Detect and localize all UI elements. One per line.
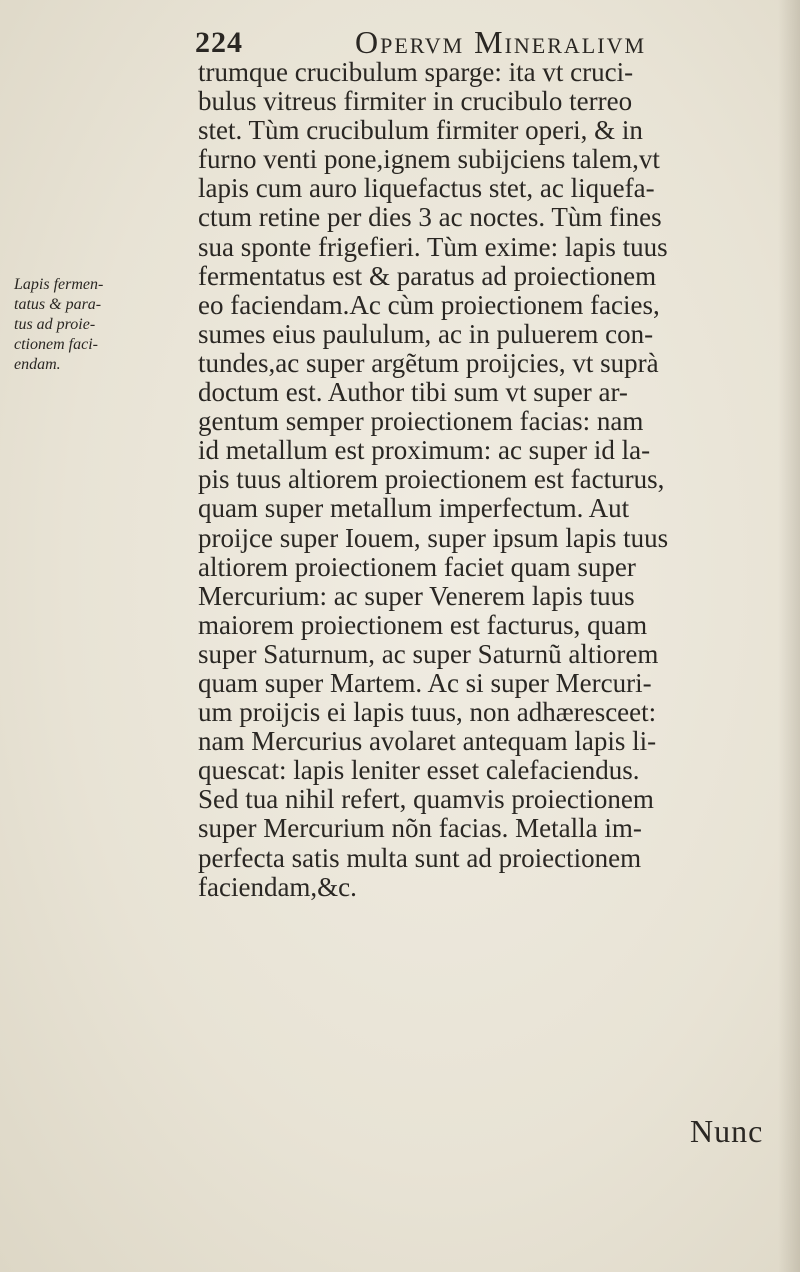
text-line: tundes,ac super argẽtum proijcies, vt suprà bbox=[198, 348, 659, 378]
marginal-note-line: tatus & para- bbox=[14, 296, 102, 313]
text-line: lapis cum auro liquefactus stet, ac liquefa- bbox=[198, 174, 655, 204]
text-line: doctum est. Author tibi sum vt super ar- bbox=[198, 378, 628, 408]
text-line: bulus vitreus firmiter in crucibulo terreo bbox=[198, 87, 633, 117]
text-line: super Saturnum, ac super Saturnũ altiorem bbox=[198, 639, 659, 669]
body-text bbox=[198, 58, 788, 902]
marginal-note-line: endam. bbox=[14, 356, 61, 373]
marginal-note bbox=[14, 275, 189, 375]
text-line: perfecta satis multa sunt ad proiectionem bbox=[198, 843, 642, 873]
text-line: sua sponte frigefieri. Tùm exime: lapis tuus bbox=[198, 232, 668, 262]
text-line: faciendam,&c. bbox=[198, 872, 357, 902]
marginal-note-line: tus ad proie- bbox=[14, 316, 96, 333]
page-number: 224 bbox=[195, 26, 243, 59]
text-line: ctum retine per dies 3 ac noctes. Tùm fines bbox=[198, 203, 662, 233]
text-line: proijce super Iouem, super ipsum lapis tuus bbox=[198, 523, 669, 553]
text-line: eo faciendam.Ac cùm proiectionem facies, bbox=[198, 290, 660, 320]
text-line: maiorem proiectionem est facturus, quam bbox=[198, 610, 648, 640]
text-line: quam super Martem. Ac si super Mercuri- bbox=[198, 668, 652, 698]
marginal-note-line: ctionem faci- bbox=[14, 336, 98, 353]
text-line: Mercurium: ac super Venerem lapis tuus bbox=[198, 581, 635, 611]
catchword: Nunc bbox=[690, 1113, 764, 1149]
text-line: quam super metallum imperfectum. Aut bbox=[198, 494, 630, 524]
text-line: furno venti pone,ignem subijciens talem,vt bbox=[198, 145, 660, 175]
text-line: trumque crucibulum sparge: ita vt cruci- bbox=[198, 58, 634, 87]
text-line: nam Mercurius avolaret antequam lapis li- bbox=[198, 727, 657, 757]
running-head: Opervm Mineralivm bbox=[355, 24, 647, 60]
text-line: super Mercurium nõn facias. Metalla im- bbox=[198, 814, 642, 844]
text-line: stet. Tùm crucibulum firmiter operi, & in bbox=[198, 116, 643, 146]
text-line: Sed tua nihil refert, quamvis proiectionem bbox=[198, 785, 654, 815]
text-line: id metallum est proximum: ac super id la- bbox=[198, 436, 651, 466]
text-line: altiorem proiectionem faciet quam super bbox=[198, 552, 636, 582]
text-line: pis tuus altiorem proiectionem est facturus, bbox=[198, 465, 665, 495]
text-line: quescat: lapis leniter esset calefaciendus. bbox=[198, 756, 640, 786]
text-line: fermentatus est & paratus ad proiectionem bbox=[198, 261, 657, 291]
marginal-note-line: Lapis fermen- bbox=[14, 276, 104, 293]
text-line: sumes eius paululum, ac in puluerem con- bbox=[198, 319, 654, 349]
text-line: gentum semper proiectionem facias: nam bbox=[198, 407, 644, 437]
text-line: um proijcis ei lapis tuus, non adhæresceet: bbox=[198, 698, 657, 728]
